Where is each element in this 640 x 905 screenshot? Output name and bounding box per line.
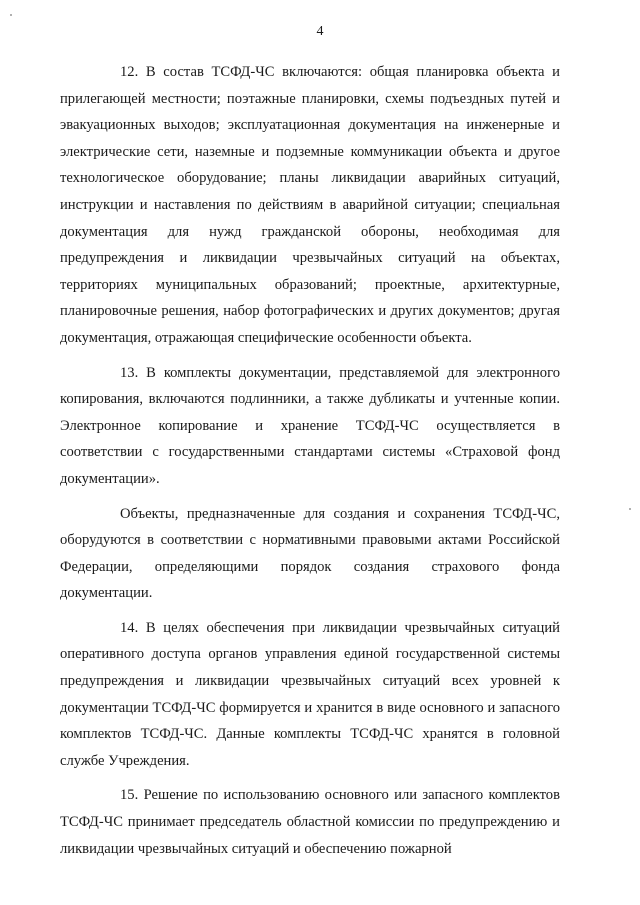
paragraph-13: 13. В комплекты документации, представляемой для электронного копирования, включаются подлинники, а также дубликаты и учтенные копии. Электронное копирование и хранение ТСФД-ЧС осуществляется в соответствии с государственными стандартами системы «Страховой фонд документации». — [60, 364, 560, 487]
scan-speck — [10, 14, 12, 16]
paragraph-14: 14. В целях обеспечения при ликвидации чрезвычайных ситуаций оперативного доступа органов управления единой государственной системы предупреждения и ликвидации чрезвычайных ситуаций всех уровней к документации ТСФД-ЧС формируется и хранится в виде основного и запасного комплектов ТСФД-ЧС. Данные комплекты ТСФД-ЧС хранятся в головной службе Учреждения. — [60, 619, 560, 769]
paragraph-objects: Объекты, предназначенные для создания и сохранения ТСФД-ЧС, оборудуются в соответствии с нормативными правовыми актами Российской Федерации, определяющими порядок создания страхового фонда документации. — [60, 505, 560, 602]
paragraph-12: 12. В состав ТСФД-ЧС включаются: общая планировка объекта и прилегающей местности; поэтажные планировки, схемы подъездных путей и эвакуационных выходов; эксплуатационная документация на инженерные и электрические сети, наземные и подземные коммуникации объекта и другое технологическое оборудование; планы ликвидации аварийных ситуаций, инструкции и наставления по действиям в аварийной ситуации; специальная документация для нужд гражданской обороны, необходимая для предупреждения и ликвидации чрезвычайных ситуаций на объектах, территориях муниципальных образований; проектные, архитектурные, планировочные решения, набор фотографических и других документов; другая документация, отражающая специфические особенности объекта. — [60, 64, 560, 346]
scan-speck — [629, 508, 631, 510]
page-number: 4 — [316, 24, 324, 39]
document-body — [60, 59, 560, 862]
paragraph-15: 15. Решение по использованию основного или запасного комплектов ТСФД-ЧС принимает председатель областной комиссии по предупреждению и ликвидации чрезвычайных ситуаций и обеспечению пожарной — [60, 787, 560, 857]
